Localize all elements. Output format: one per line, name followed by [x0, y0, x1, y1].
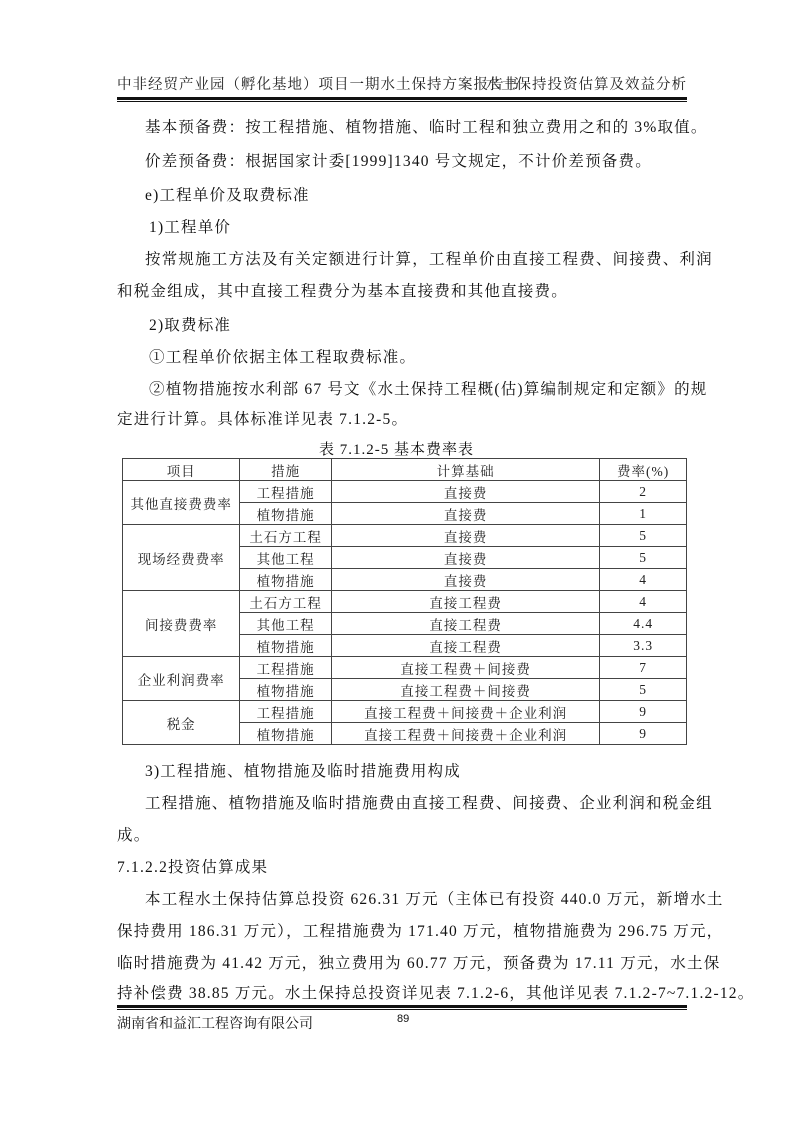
row-group-item: 税金: [123, 701, 240, 745]
cell-rate: 5: [600, 679, 687, 701]
paragraph-investment-line2: 保持费用 186.31 万元），工程措施费为 171.40 万元，植物措施费为 296.75 万元，: [117, 923, 724, 940]
cell-basis: 直接工程费＋间接费: [331, 657, 599, 679]
paragraph-investment-line1: 本工程水土保持估算总投资 626.31 万元（主体已有投资 440.0 万元，新增水土: [145, 891, 724, 908]
footer-rule-thin: [117, 1009, 687, 1010]
cell-basis: 直接工程费: [331, 635, 599, 657]
row-group-item: 现场经费费率: [123, 525, 240, 591]
cell-basis: 直接费: [331, 525, 599, 547]
cell-measure: 工程措施: [240, 701, 332, 723]
cell-basis: 直接费: [331, 503, 599, 525]
paragraph-basic-reserve: 基本预备费：按工程措施、植物措施、临时工程和独立费用之和的 3%取值。: [145, 119, 708, 136]
cell-measure: 植物措施: [240, 679, 332, 701]
section-heading-investment-results: 7.1.2.2投资估算成果: [117, 859, 269, 876]
cell-rate: 4.4: [600, 613, 687, 635]
heading-unit-price: 1)工程单价: [149, 219, 232, 236]
paragraph-investment-line4: 持补偿费 38.85 万元。水土保持总投资详见表 7.1.2-6，其他详见表 7.1.2-7~7.1.2-12。: [117, 985, 755, 1002]
paragraph-fee-standard-2-line1: ②植物措施按水利部 67 号文《水土保持工程概(估)算编制规定和定额》的规: [149, 381, 708, 398]
paragraph-fee-standard-2-line2: 定进行计算。具体标准详见表 7.1.2-5。: [117, 411, 409, 428]
header-chapter-title: 水土保持投资估算及效益分析: [485, 77, 687, 93]
running-header: [117, 73, 687, 95]
paragraph-unit-price-line2: 和税金组成，其中直接工程费分为基本直接费和其他直接费。: [117, 283, 568, 300]
cell-measure: 工程措施: [240, 481, 332, 503]
column-header-item: 项目: [123, 459, 240, 481]
cell-rate: 5: [600, 547, 687, 569]
column-header-rate: 费率(%): [600, 459, 687, 481]
cell-measure: 其他工程: [240, 547, 332, 569]
cell-rate: 1: [600, 503, 687, 525]
cell-basis: 直接费: [331, 569, 599, 591]
cell-measure: 植物措施: [240, 569, 332, 591]
basic-rates-table: [122, 458, 687, 745]
cell-rate: 9: [600, 701, 687, 723]
table-header-row: [123, 459, 687, 481]
paragraph-investment-line3: 临时措施费为 41.42 万元，独立费用为 60.77 万元，预备费为 17.11 万元，水土保: [117, 955, 721, 972]
heading-fee-standard: 2)取费标准: [149, 317, 232, 334]
cell-measure: 植物措施: [240, 723, 332, 745]
table-row: [123, 525, 687, 547]
header-rule: [117, 97, 687, 100]
cell-measure: 植物措施: [240, 503, 332, 525]
footer-company-name: 湖南省和益汇工程咨询有限公司: [117, 1016, 313, 1032]
cell-measure: 工程措施: [240, 657, 332, 679]
cell-measure: 其他工程: [240, 613, 332, 635]
cell-rate: 2: [600, 481, 687, 503]
cell-basis: 直接费: [331, 481, 599, 503]
paragraph-cost-composition-line2: 成。: [117, 827, 151, 844]
heading-unit-price-standard: e)工程单价及取费标准: [145, 187, 310, 204]
row-group-item: 企业利润费率: [123, 657, 240, 701]
paragraph-unit-price-line1: 按常规施工方法及有关定额进行计算，工程单价由直接工程费、间接费、利润: [145, 251, 713, 268]
cell-measure: 植物措施: [240, 635, 332, 657]
cell-basis: 直接工程费: [331, 613, 599, 635]
table-caption: 表 7.1.2-5 基本费率表: [319, 442, 474, 458]
table-row: [123, 591, 687, 613]
cell-rate: 5: [600, 525, 687, 547]
paragraph-cost-composition-line1: 工程措施、植物措施及临时措施费由直接工程费、间接费、企业利润和税金组: [145, 795, 713, 812]
heading-cost-composition: 3)工程措施、植物措施及临时措施费用构成: [145, 763, 461, 780]
cell-rate: 4: [600, 569, 687, 591]
cell-rate: 9: [600, 723, 687, 745]
header-rule-thin: [117, 101, 687, 102]
cell-basis: 直接工程费＋间接费: [331, 679, 599, 701]
paragraph-price-reserve: 价差预备费：根据国家计委[1999]1340 号文规定，不计价差预备费。: [145, 153, 652, 170]
table-row: [123, 481, 687, 503]
cell-rate: 3.3: [600, 635, 687, 657]
cell-basis: 直接工程费＋间接费＋企业利润: [331, 723, 599, 745]
row-group-item: 其他直接费费率: [123, 481, 240, 525]
paragraph-fee-standard-1: ①工程单价依据主体工程取费标准。: [149, 349, 417, 366]
cell-basis: 直接工程费: [331, 591, 599, 613]
cell-rate: 4: [600, 591, 687, 613]
table-row: [123, 701, 687, 723]
row-group-item: 间接费费率: [123, 591, 240, 657]
column-header-basis: 计算基础: [331, 459, 599, 481]
column-header-measure: 措施: [240, 459, 332, 481]
cell-basis: 直接费: [331, 547, 599, 569]
cell-measure: 土石方工程: [240, 525, 332, 547]
page-number: 89: [397, 1013, 410, 1025]
cell-measure: 土石方工程: [240, 591, 332, 613]
table-row: [123, 657, 687, 679]
header-report-title: 中非经贸产业园（孵化基地）项目一期水土保持方案报告书: [117, 77, 520, 93]
cell-basis: 直接工程费＋间接费＋企业利润: [331, 701, 599, 723]
footer-rule: [117, 1005, 687, 1008]
cell-rate: 7: [600, 657, 687, 679]
